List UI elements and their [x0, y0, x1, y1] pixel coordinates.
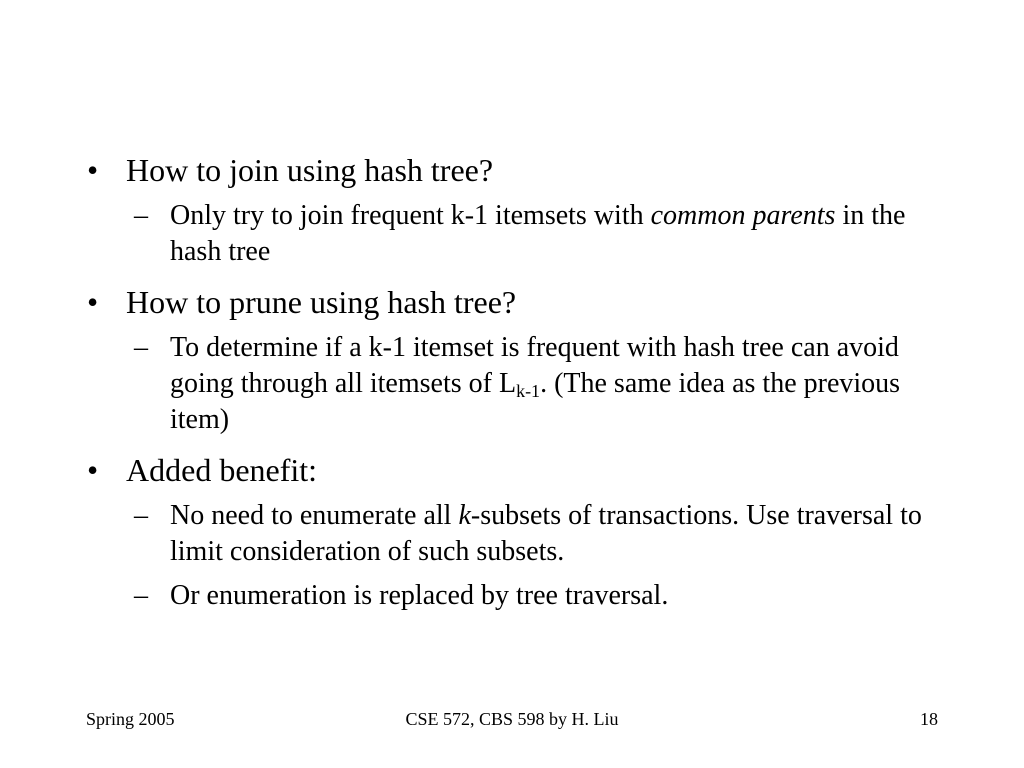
sub-item: [84, 498, 954, 570]
footer-date: Spring 2005: [86, 709, 175, 729]
dash-icon: –: [134, 200, 148, 231]
sub-text: Or enumeration is replaced by tree traversal.: [170, 580, 669, 611]
sub-item: [84, 330, 954, 438]
sub-item: [84, 578, 954, 614]
sub-text-part: No need to enumerate all: [170, 500, 459, 531]
emphasis-text: k: [458, 500, 471, 531]
sub-text: [170, 200, 905, 267]
slide-body: [84, 148, 954, 614]
bullet-item: [84, 448, 954, 492]
emphasis-text: common parents: [650, 200, 836, 231]
bullet-item: [84, 148, 954, 192]
bullet-text: Added benefit:: [126, 452, 318, 488]
sub-text-part: in the hash tree: [170, 200, 906, 267]
bullet-text: How to prune using hash tree?: [126, 284, 517, 320]
bullet-icon: •: [87, 152, 99, 188]
dash-icon: –: [134, 332, 148, 363]
bullet-item: [84, 280, 954, 324]
sub-text-part: . (The same idea as the previous item): [170, 368, 901, 435]
dash-icon: –: [134, 580, 148, 611]
sub-text-part: -subsets of transactions. Use traversal to limit consideration of such subsets.: [170, 500, 922, 567]
slide-number: 18: [920, 709, 938, 729]
bullet-icon: •: [87, 452, 99, 488]
sub-text: [170, 500, 922, 567]
dash-icon: –: [134, 500, 148, 531]
sub-item: [84, 198, 954, 270]
sub-text-part: Only try to join frequent k-1 itemsets with: [170, 200, 651, 231]
footer-course: CSE 572, CBS 598 by H. Liu: [405, 709, 619, 729]
bullet-icon: •: [87, 284, 99, 320]
sub-text: [170, 332, 900, 435]
sub-text-part: To determine if a k-1 itemset is frequent with hash tree can avoid going through all itemsets of L: [170, 332, 899, 399]
subscript-text: k-1: [516, 381, 541, 401]
bullet-text: How to join using hash tree?: [126, 152, 494, 188]
